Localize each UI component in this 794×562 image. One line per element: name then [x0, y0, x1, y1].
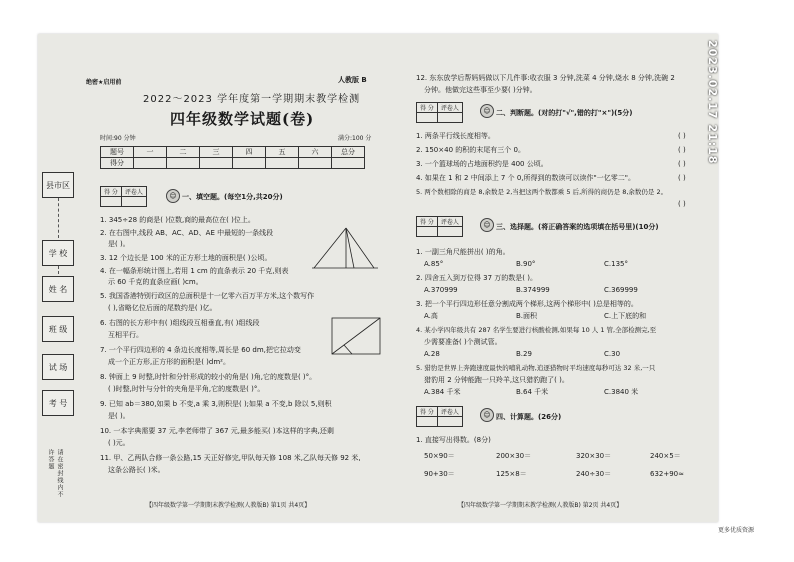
sidebar-label-exam-number: 考 号 — [42, 390, 74, 416]
sidebar-label-county: 县市区 — [42, 172, 74, 198]
mascot-icon: ☺ — [480, 408, 494, 422]
q3-3: 3. 把一个平行四边形任意分割成两个梯形,这两个梯形中( )总是相等的。 — [416, 300, 638, 308]
score-box-label: 得 分 — [417, 103, 438, 113]
sidebar-label-class: 班 级 — [42, 316, 74, 342]
q3-2: 2. 四舍五入到万位得 37 万的数是( )。 — [416, 274, 537, 282]
score-box-label: 得 分 — [417, 217, 438, 227]
q2-4: 4. 如果在 1 和 2 中间添上 7 个 0,所得到的数读可以读作"一亿零二"。 — [416, 174, 635, 182]
q1-11a: 11. 甲、乙两队合修一条公路,15 天正好修完,甲队每天修 108 米,乙队每天修 92 米, — [100, 454, 361, 462]
grader-box-cell[interactable] — [437, 417, 462, 427]
score-cell: 得分 — [101, 158, 134, 169]
q3-4-opt-b[interactable]: B.29 — [516, 350, 532, 358]
q1-6a: 6. 右图的长方形中有( )组线段互相垂直,有( )组线段 — [100, 319, 260, 327]
q1-3: 3. 12 个边长是 100 米的正方形土地的面积是( )公顷。 — [100, 254, 272, 262]
calc-item[interactable]: 50×90＝ — [424, 452, 455, 460]
q3-5b: 猎豹用 2 分钟能跑一只羚羊,这只猎豹跑了( )。 — [424, 376, 569, 384]
answer-paren[interactable]: ( ) — [678, 160, 686, 168]
score-table — [100, 146, 365, 169]
q1-9b: 是( )。 — [108, 412, 130, 420]
q3-5a: 5. 猎豹是世界上奔跑速度最快的哺乳动物,追逐猎物时平均速度每秒可达 32 米,一只 — [416, 364, 656, 372]
sidebar-label-school: 学 校 — [42, 240, 74, 266]
edition-label: 人教版 B — [338, 76, 367, 84]
mascot-icon: ☺ — [166, 189, 180, 203]
answer-paren[interactable]: ( ) — [678, 146, 686, 154]
score-box-label: 得 分 — [101, 187, 122, 197]
sidebar-label-name: 姓 名 — [42, 276, 74, 302]
q3-2-opt-b[interactable]: B.374999 — [516, 286, 550, 294]
mascot-icon: ☺ — [480, 218, 494, 232]
score-header-cell: 总分 — [332, 147, 365, 158]
q3-1: 1. 一副三角尺能拼出( )的角。 — [416, 248, 510, 256]
sidebar-seal-note: 请在密封线内不许答题 — [47, 449, 63, 498]
q1-8a: 8. 钟面上 9 时整,时针和分针形成的较小的角是( )角,它的度数是( )°。 — [100, 373, 317, 381]
score-box-cell[interactable] — [101, 197, 122, 207]
score-cell[interactable] — [200, 158, 233, 169]
calc-item[interactable]: 632+90≈ — [650, 470, 684, 478]
q3-1-opt-b[interactable]: B.90° — [516, 260, 536, 268]
q1-7a: 7. 一个平行四边形的 4 条边长度相等,周长是 60 dm,把它拉动变 — [100, 346, 301, 354]
answer-paren[interactable]: ( ) — [678, 132, 686, 140]
q1-10a: 10. 一本字典需要 37 元,李老师带了 367 元,最多能买( )本这样的字典,还剩 — [100, 427, 334, 435]
q1-12a: 12. 东东放学后帮妈妈做以下几件事:收衣服 3 分钟,洗菜 4 分钟,烧水 8 分钟,洗碗 2 — [416, 74, 675, 82]
q3-4b: 少需要准备( )个测试管。 — [424, 338, 502, 346]
section1-title: 一、填空题。(每空1分,共20分) — [182, 193, 283, 201]
triangle-figure — [310, 224, 380, 274]
grader-box-label: 评卷人 — [437, 407, 462, 417]
q2-5: 5. 两个数相除的商是 8,余数是 2,当把这两个数都乘 5 后,所得的商仍是 8,余数仍是 2。 — [416, 188, 668, 196]
q1-4b: 示 60 千克的直条应画( )cm。 — [108, 278, 203, 286]
q2-3: 3. 一个篮球场的占地面积约是 400 公顷。 — [416, 160, 548, 168]
q1-7b: 成一个正方形,正方形的面积是( )dm²。 — [108, 358, 230, 366]
score-header-cell: 六 — [299, 147, 332, 158]
q3-1-opt-a[interactable]: A.85° — [424, 260, 444, 268]
q2-2: 2. 150×40 的积的末尾有三个 0。 — [416, 146, 525, 154]
page2-footer: 【四年级数学第一学期期末教学检测(人教版B) 第2页 共4页】 — [458, 502, 623, 509]
calc-item[interactable]: 90+30＝ — [424, 470, 455, 478]
calc-item[interactable]: 240×5＝ — [650, 452, 681, 460]
sidebar-label-exam-room: 试 场 — [42, 354, 74, 380]
score-cell[interactable] — [134, 158, 167, 169]
q1-6b: 互相平行。 — [108, 331, 143, 339]
grader-box-label: 评卷人 — [437, 103, 462, 113]
q3-5-opt-b[interactable]: B.64 千米 — [516, 388, 549, 396]
q1-10b: ( )元。 — [108, 439, 130, 447]
score-box-cell[interactable] — [417, 417, 438, 427]
q1-11b: 这条公路长( )米。 — [108, 466, 165, 474]
answer-paren[interactable]: ( ) — [678, 200, 686, 208]
confidential-mark: 绝密★启用前 — [86, 79, 122, 86]
grader-box-cell[interactable] — [437, 227, 462, 237]
score-cell[interactable] — [167, 158, 200, 169]
exam-full-marks: 满分:100 分 — [338, 135, 372, 142]
score-header-cell: 一 — [134, 147, 167, 158]
q3-4-opt-a[interactable]: A.28 — [424, 350, 440, 358]
q1-2a: 2. 在右图中,线段 AB、AC、AD、AE 中最短的一条线段 — [100, 229, 274, 237]
section2-title: 二、判断题。(对的打"√",错的打"×")(5分) — [496, 109, 633, 117]
exam-sheet — [38, 34, 718, 522]
score-header-cell: 三 — [200, 147, 233, 158]
q1-5b: ( ),省略亿位后面的尾数约是( )亿。 — [108, 304, 217, 312]
section3-title: 三、选择题。(将正确答案的选项填在括号里)(10分) — [496, 223, 659, 231]
rectangle-figure — [330, 316, 384, 358]
q3-5-opt-c[interactable]: C.3840 米 — [604, 388, 639, 396]
calc-item[interactable]: 320×30＝ — [576, 452, 612, 460]
score-cell[interactable] — [299, 158, 332, 169]
section2-score-box — [416, 102, 463, 123]
calc-item[interactable]: 125×8＝ — [496, 470, 527, 478]
page1-footer: 【四年级数学第一学期期末教学检测(人教版B) 第1页 共4页】 — [146, 502, 311, 509]
score-header-cell: 题号 — [101, 147, 134, 158]
q1-5a: 5. 我国香港特别行政区的总面积是十一亿零六百万平方米,这个数写作 — [100, 292, 315, 300]
q1-8b: ( )时整,时针与分针的夹角是平角,它的度数是( )°。 — [108, 385, 265, 393]
section1-score-box — [100, 186, 147, 207]
score-header-cell: 四 — [233, 147, 266, 158]
q1-9a: 9. 已知 ab＝380,如果 b 不变,a 乘 3,则积是( );如果 a 不变,b 除以 5,则积 — [100, 400, 332, 408]
section4-title: 四、计算题。(26分) — [496, 413, 562, 421]
answer-paren[interactable]: ( ) — [678, 174, 686, 182]
grader-box-cell[interactable] — [121, 197, 146, 207]
q1-2b: 是( )。 — [108, 240, 130, 248]
q3-2-opt-a[interactable]: A.370999 — [424, 286, 458, 294]
q4-1: 1. 直接写出得数。(8分) — [416, 436, 491, 444]
q1-1: 1. 345÷28 的商是( )位数,商的最高位在( )位上。 — [100, 216, 255, 224]
exam-title: 四年级数学试题(卷) — [170, 110, 315, 128]
score-cell[interactable] — [266, 158, 299, 169]
grader-box-label: 评卷人 — [437, 217, 462, 227]
calc-item[interactable]: 240÷30＝ — [576, 470, 612, 478]
section4-score-box — [416, 406, 463, 427]
score-box-cell[interactable] — [417, 227, 438, 237]
q2-1: 1. 两条平行线长度相等。 — [416, 132, 495, 140]
q3-3-opt-a[interactable]: A.高 — [424, 312, 438, 320]
calc-item[interactable]: 200×30＝ — [496, 452, 532, 460]
exam-time: 时间:90 分钟 — [100, 135, 136, 142]
q3-2-opt-c[interactable]: C.369999 — [604, 286, 638, 294]
q3-5-opt-a[interactable]: A.384 千米 — [424, 388, 461, 396]
photo-timestamp: 2023.02.17 21:18 — [706, 40, 719, 165]
q1-4a: 4. 在一幅条形统计图上,若用 1 cm 的直条表示 20 千克,则表 — [100, 267, 289, 275]
score-box-cell[interactable] — [417, 113, 438, 123]
q3-4-opt-c[interactable]: C.30 — [604, 350, 621, 358]
q3-3-opt-c[interactable]: C.上下底的和 — [604, 312, 647, 320]
score-header-cell: 二 — [167, 147, 200, 158]
q3-4a: 4. 某小学四年级共有 287 名学生要进行核酸检测,如果每 10 人 1 管,全部检测完,至 — [416, 326, 657, 334]
q3-3-opt-b[interactable]: B.面积 — [516, 312, 538, 320]
q3-1-opt-c[interactable]: C.135° — [604, 260, 628, 268]
grader-box-cell[interactable] — [437, 113, 462, 123]
exam-year-title: 2022～2023 学年度第一学期期末教学检测 — [143, 94, 361, 105]
score-cell[interactable] — [332, 158, 365, 169]
q1-12b: 分钟。他做完这些事至少要( )分钟。 — [424, 86, 537, 94]
score-cell[interactable] — [233, 158, 266, 169]
score-box-label: 得 分 — [417, 407, 438, 417]
score-header-cell: 五 — [266, 147, 299, 158]
corner-watermark: 更多优质资源 — [718, 527, 755, 534]
grader-box-label: 评卷人 — [121, 187, 146, 197]
section3-score-box — [416, 216, 463, 237]
binding-strip — [38, 64, 80, 502]
mascot-icon: ☺ — [480, 104, 494, 118]
